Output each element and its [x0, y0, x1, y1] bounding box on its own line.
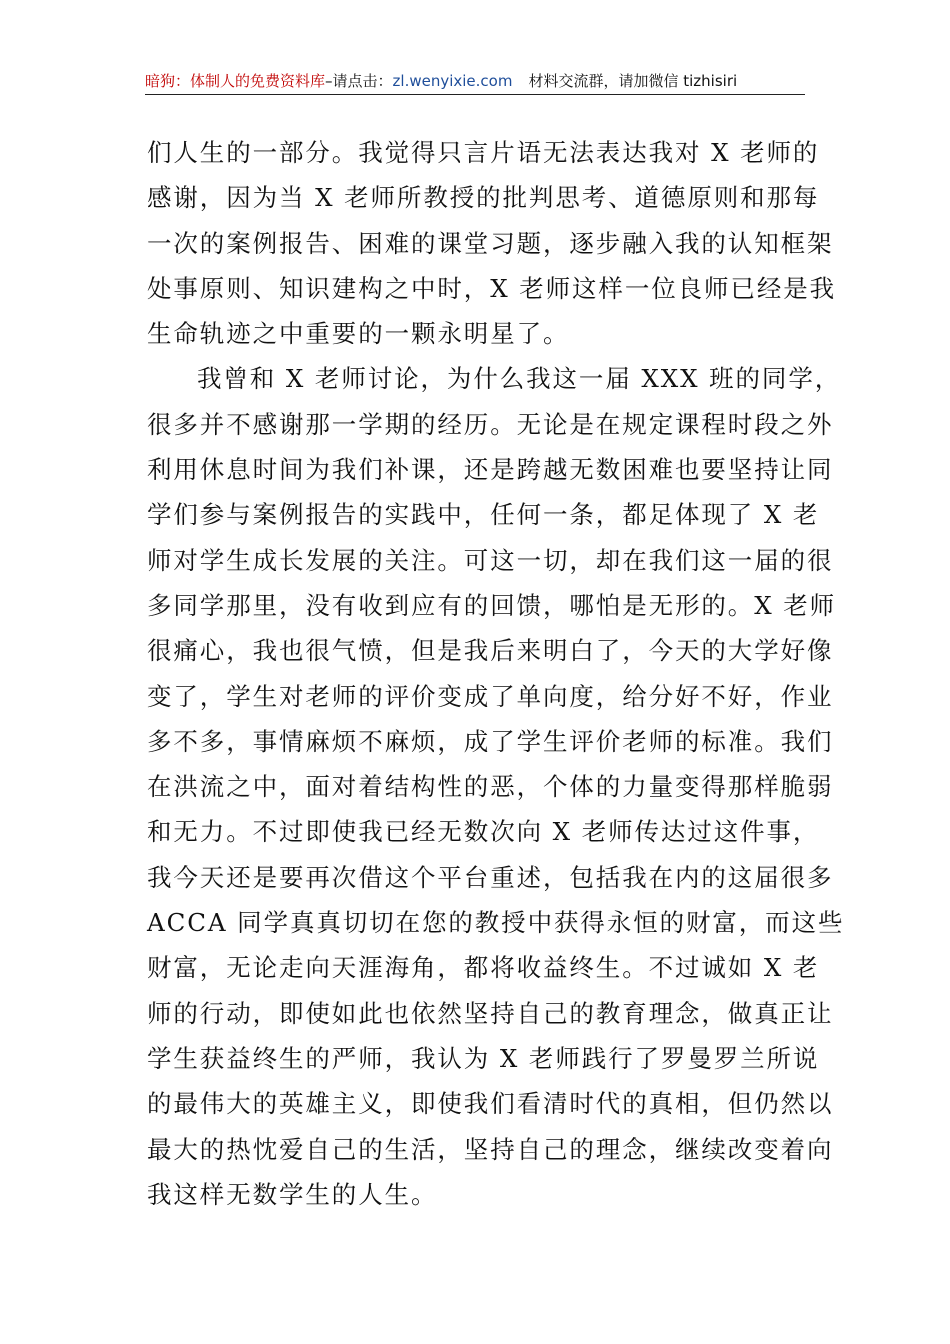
paragraph-1: [147, 130, 837, 356]
text-line: 和无力。不过即使我已经无数次向 X 老师传达过这件事，: [147, 817, 820, 847]
header-click-prompt: –请点击：: [325, 72, 393, 90]
text-line: 学生获益终生的严师，我认为 X 老师践行了罗曼罗兰所说: [147, 1043, 820, 1073]
text-line: 在洪流之中，面对着结构性的恶，个体的力量变得那样脆弱: [147, 772, 834, 802]
text-line: 们人生的一部分。我觉得只言片语无法表达我对 X 老师的: [147, 138, 820, 167]
text-line: 我这样无数学生的人生。: [147, 1179, 438, 1209]
text-line: 我今天还是要再次借这个平台重述，包括我在内的这届很多: [147, 862, 834, 892]
header-site-link[interactable]: zl.wenyixie.com: [392, 72, 513, 90]
text-line: 学们参与案例报告的实践中，任何一条，都足体现了 X 老: [147, 500, 820, 530]
text-line: 感谢，因为当 X 老师所教授的批判思考、道德原则和那每: [147, 183, 820, 213]
page-header: [145, 70, 805, 95]
text-line: 最大的热忱爱自己的生活，坚持自己的理念，继续改变着向: [147, 1134, 834, 1164]
text-line: 的最伟大的英雄主义，即使我们看清时代的真相，但仍然以: [147, 1089, 834, 1119]
text-line: 利用休息时间为我们补课，还是跨越无数困难也要坚持让同: [147, 455, 834, 485]
text-line: 师对学生成长发展的关注。可这一切，却在我们这一届的很: [147, 545, 834, 575]
text-line: 处事原则、知识建构之中时，X 老师这样一位良师已经是我: [147, 273, 837, 303]
text-line: 师的行动，即使如此也依然坚持自己的教育理念，做真正让: [147, 998, 834, 1028]
header-group-info: 材料交流群，请加微信 tizhisiri: [528, 72, 738, 90]
text-line: 生命轨迹之中重要的一颗永明星了。: [147, 319, 570, 349]
text-line: ACCA 同学真真切切在您的教授中获得永恒的财富，而这些: [147, 908, 845, 938]
header-brand: 暗狗：体制人的免费资料库: [145, 72, 326, 90]
paragraph-2: [147, 356, 845, 1217]
text-line: 很多并不感谢那一学期的经历。无论是在规定课程时段之外: [147, 409, 834, 439]
text-line: 我曾和 X 老师讨论，为什么我这一届 XXX 班的同学，: [197, 364, 842, 394]
document-body: [147, 130, 845, 1217]
text-line: 多不多，事情麻烦不麻烦，成了学生评价老师的标准。我们: [147, 726, 834, 756]
text-line: 很痛心，我也很气愤，但是我后来明白了，今天的大学好像: [147, 636, 834, 666]
text-line: 多同学那里，没有收到应有的回馈，哪怕是无形的。X 老师: [147, 590, 837, 620]
text-line: 变了，学生对老师的评价变成了单向度，给分好不好，作业: [147, 681, 834, 711]
text-line: 一次的案例报告、困难的课堂习题，逐步融入我的认知框架: [147, 228, 834, 258]
text-line: 财富，无论走向天涯海角，都将收益终生。不过诚如 X 老: [147, 953, 820, 983]
